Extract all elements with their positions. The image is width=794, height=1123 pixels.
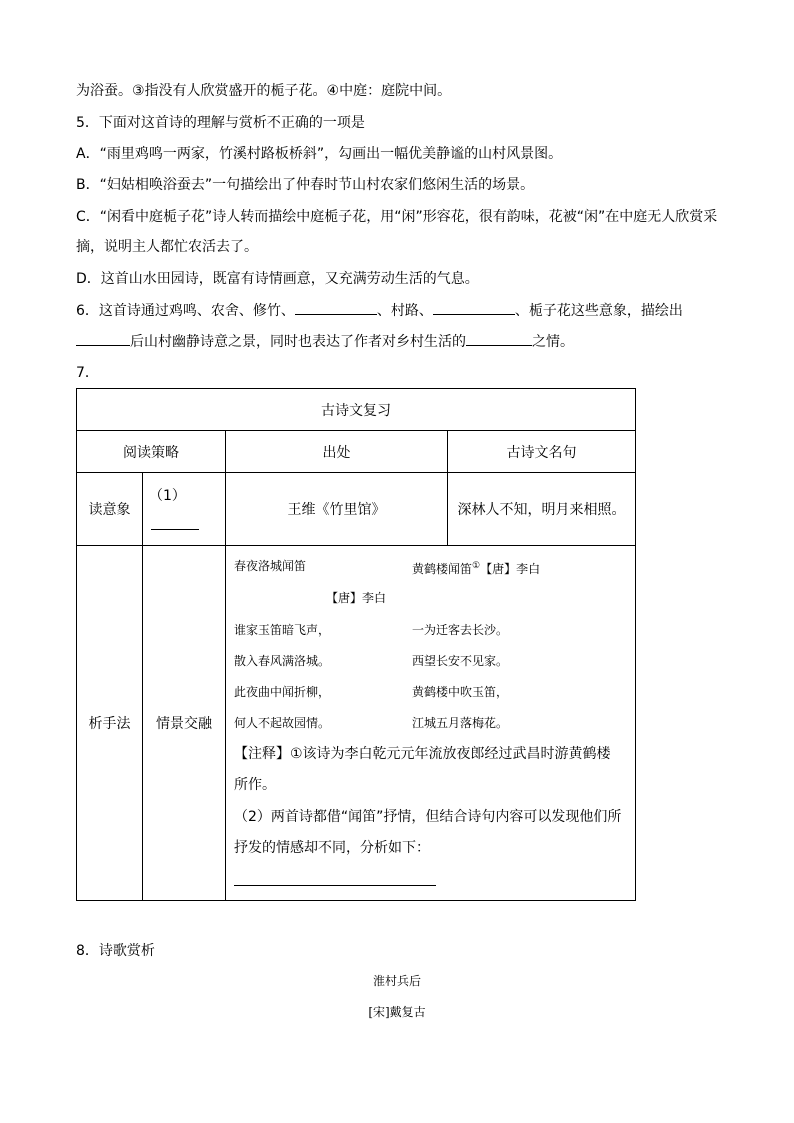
q8-stem: 8．诗歌赏析 <box>76 943 155 959</box>
row1-answer-blank[interactable] <box>151 515 199 530</box>
row1-quote: 深林人不知，明月来相照。 <box>448 473 636 546</box>
header-strategy: 阅读策略 <box>77 431 226 473</box>
poem1-line-3: 此夜曲中闻折柳， <box>234 685 331 699</box>
poem2-line-1: 一为迁客去长沙。 <box>412 623 509 637</box>
q5-option-c-line2: 摘，说明主人都忙农活去了。 <box>76 239 258 255</box>
q6-blank-2[interactable] <box>433 300 515 315</box>
poem2-line-2: 西望长安不见家。 <box>412 654 509 668</box>
q5-option-a: A．“雨里鸡鸣一两家，竹溪村路板桥斜”，勾画出一幅优美静谧的山村风景图。 <box>76 146 563 162</box>
poem1-author: 【唐】李白 <box>326 591 387 605</box>
poem1-line-4: 何人不起故园情。 <box>234 716 331 730</box>
header-source: 出处 <box>226 431 448 473</box>
q6-line2 <box>76 331 574 352</box>
table-title: 古诗文复习 <box>77 389 636 431</box>
row2-sub: 情景交融 <box>143 546 226 901</box>
q7-number: 7． <box>76 365 99 381</box>
q6-blank-4[interactable] <box>466 331 532 346</box>
poem2-title: 黄鹤楼闻笛 <box>412 562 473 576</box>
q7-2-line1: （2）两首诗都借“闻笛”抒情，但结合诗句内容可以发现他们所 <box>234 809 622 825</box>
note-line: 为浴蚕。③指没有人欣赏盛开的栀子花。④中庭：庭院中间。 <box>76 83 452 99</box>
q5-option-b: B．“妇姑相唤浴蚕去”一句描绘出了仲春时节山村农家们悠闲生活的场景。 <box>76 177 535 193</box>
poem2-line-4: 江城五月落梅花。 <box>412 716 509 730</box>
q6-blank-3[interactable] <box>76 331 130 346</box>
poem1-line-1: 谁家玉笛暗飞声， <box>234 623 331 637</box>
q6-text-3: 、栀子花这些意象，描绘出 <box>514 303 683 319</box>
q8-poem-author: [宋]戴复古 <box>368 1005 426 1019</box>
footnote-mark: ① <box>472 561 481 571</box>
poem2-title-group <box>412 558 540 577</box>
q6-text-4: 后山村幽静诗意之景，同时也表达了作者对乡村生活的 <box>130 334 466 350</box>
review-table <box>76 388 636 901</box>
row1-sub-cell <box>143 473 226 546</box>
note-line-2: 所作。 <box>234 777 276 793</box>
row1-source: 王维《竹里馆》 <box>226 473 448 546</box>
q6-text-5: 之情。 <box>532 334 574 350</box>
poem1-line-2: 散入春风满洛城。 <box>234 654 331 668</box>
poem2-line-3: 黄鹤楼中吹玉笛， <box>412 685 509 699</box>
q6-line1 <box>76 300 683 321</box>
q6-blank-1[interactable] <box>295 300 377 315</box>
q5-stem: 5．下面对这首诗的理解与赏析不正确的一项是 <box>76 115 365 131</box>
poem1-title: 春夜洛城闻笛 <box>234 559 307 573</box>
q5-option-c-line1: C．“闲看中庭栀子花”诗人转而描绘中庭栀子花，用“闲”形容花，很有韵味，花被“闲”在中庭无人欣赏采 <box>76 209 718 225</box>
note-line-1: 【注释】①该诗为李白乾元元年流放夜郎经过武昌时游黄鹤楼 <box>234 746 611 762</box>
q6-text-2: 、村路、 <box>376 303 433 319</box>
q7-2-answer-blank[interactable] <box>234 871 436 886</box>
header-quote: 古诗文名句 <box>448 431 636 473</box>
q5-option-d: D．这首山水田园诗，既富有诗情画意，又充满劳动生活的气息。 <box>76 271 479 287</box>
poem-cell <box>226 546 636 901</box>
q8-poem-title: 淮村兵后 <box>372 974 421 988</box>
row1-sub-label: （1） <box>149 488 186 504</box>
q7-2-line2: 抒发的情感却不同，分析如下： <box>234 840 430 856</box>
row2-strategy: 析手法 <box>77 546 143 901</box>
poem2-author: 【唐】李白 <box>480 562 541 576</box>
q6-text-1: 6．这首诗通过鸡鸣、农舍、修竹、 <box>76 303 295 319</box>
row1-strategy: 读意象 <box>77 473 143 546</box>
